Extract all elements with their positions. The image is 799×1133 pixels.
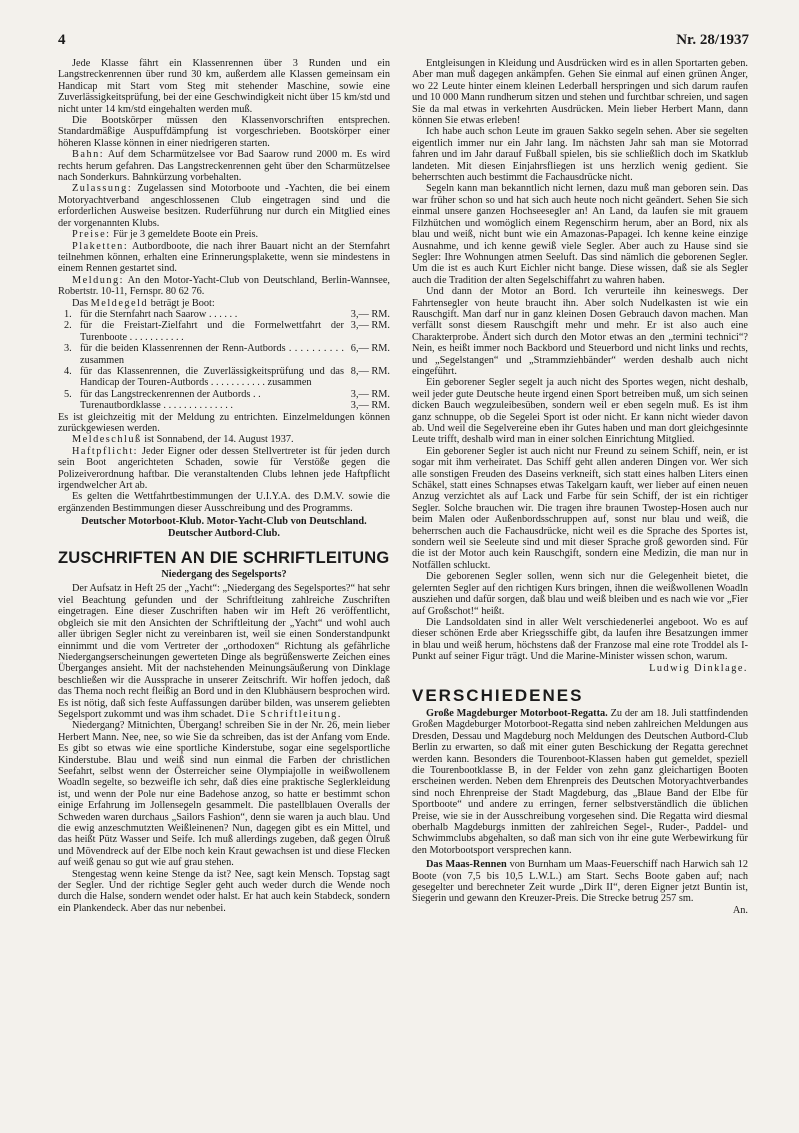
fee-value: 3,— RM. xyxy=(350,320,390,332)
page-number: 4 xyxy=(58,32,66,48)
text: beträgt je Boot: xyxy=(148,297,215,309)
label: Haftpflicht: xyxy=(72,445,139,457)
fee-value: 3,— RM. xyxy=(350,308,390,320)
fee-row xyxy=(58,309,390,320)
fee-number: 4. xyxy=(64,365,72,377)
paragraph: Niedergang? Mitnichten, Übergang! schreiben Sie in der Nr. 26, mein lieber Herbert Mann. Nee, nee, so wie Sie da schreiben, das ist der Anfang vom Ende. Es gibt so etwas wie eine sportliche Kinderstube, sogar eine segelsportliche Kinderstube. Blau und weiß sind nun einmal die Farben der christlichen Seefahrt, selbst wenn der Österreicher seine Olympiajolle in weißwollenem Woadln segelte, so bezweifle ich sehr, daß dies eine praktische Seglerkleidung ist, und wenn der Pole nur eine Badehose anzog, so hatte er bestimmt schon einige Erfahrung im Jollensegeln gesammelt. Die pastellblauen Overalls der Schweden waren durchaus „Sailors Fashion“, denn sie waren ja auch blau. Und die ewig anzeschmutzten Weißleinenen? Nun, dagegen gibt es ein Mittel, und das heißt Pütz Wasser und Seife. Ich muß allerdings zugeben, daß gegen Ölruß und Mövendreck auf der Elbe noch kein Kraut gewachsen ist und diese Flecken auf weiß genau so gut wie auf grau stehen. xyxy=(58,720,390,869)
text: Für je 3 gemeldete Boote ein Preis. xyxy=(110,229,259,241)
fee-number: 3. xyxy=(64,343,72,355)
fee-text: für die Sternfahrt nach Saarow . . . . . . xyxy=(80,308,238,320)
text: Autbordboote, die nach ihrer Bauart nicht an der Sternfahrt teilnehmen können, erhalten eine Erinnerungsplakette, wenn sie mindestens in einem Rennen gestartet sind. xyxy=(58,240,390,275)
text: Das xyxy=(72,297,91,309)
fee-table xyxy=(58,309,390,412)
paragraph-bahn xyxy=(58,149,390,183)
paragraph-meldung xyxy=(58,275,390,298)
author-signature: Ludwig Dinklage. xyxy=(649,662,748,674)
label: Preise: xyxy=(72,229,111,241)
paragraph-preise xyxy=(58,229,390,240)
label: Zulassung: xyxy=(72,183,133,195)
paragraph: Die geborenen Segler sollen, wenn sich nur die Gelegenheit bietet, die gelernten Segler auf den richtigen Kurs bringen, ihnen die weißwollenen Woadln ausziehen und dafür sorgen, daß blau und weiß bleiben und es nach wie vor „Fier auf Großschot!“ heißt. xyxy=(412,571,748,617)
text: Der Aufsatz in Heft 25 der „Yacht“: „Niedergang des Segelsportes?“ hat sehr viel Beachtung gefunden und der Schriftleitung zahlreiche Zuschriften eingetragen. Eine dieser Zuschriften haben wir im Heft 26 veröffentlicht, obgleich sie mit den Ansichten der Schriftleitung der „Yacht“ und wohl auch aller übrigen Segler nicht zu vereinbaren ist, weil sie einen Sonderstandpunkt einnimmt und die vom Vertreter der „orthodoxen“ Richtung als gefährliche Niedergangserscheinungen gewerteten Dinge als begrüßenswerte Zeichen eines Überganges ansieht. Mit der nachstehenden Meinungsäußerung von Dinklage beschließen wir die Aussprache in unserer Zeitschrift. Wir hoffen jedoch, daß das Thema noch recht fleißig an Bord und in den Klubhäusern besprochen wird. Es ist nötig, daß sich feste Auffassungen darüber bilden, was unserem geliebten Segelsport zukommt und was ihm schadet. xyxy=(58,583,390,720)
text: Zugelassen sind Motorboote und -Yachten, die bei einem Motoryachtverband angeschlossenen Club eingetragen sind und die erforderlichen Ausweise besitzen. Ruderführung nur durch ein Mitglied eines der vorgenannten Klubs. xyxy=(58,183,390,229)
fee-number: 5. xyxy=(64,388,72,400)
label: Meldung: xyxy=(72,274,125,286)
paragraph: Die Bootskörper müssen den Klassenvorschriften entsprechen. Standardmäßige Auspuffdämpfung ist vorgeschrieben. Bootskörper einer höheren Klasse können in einer niedrigeren starten. xyxy=(58,115,390,149)
section-heading: VERSCHIEDENES xyxy=(412,685,584,705)
paragraph: Und dann der Motor an Bord. Ich verurteile ihn keineswegs. Der Fahrtensegler von heute braucht ihn. Aber solch Nudelkasten ist wie ein Rauschgift. Man darf nur in ganz kleinen Dosen Gebrauch davon machen. Man verfällt sonst diesem Rauschgift mehr und mehr. Er ist also auch eine Charakterprobe. Ändert sich durch den Motor etwas an den „termini technici“? Nein, es heißt immer noch Backbord und Steuerbord und nicht links und rechts, und „Segelstangen“ und „Strammziehbänder“ werden deshalb auch nicht eingeführt. xyxy=(412,286,748,377)
fee-value: 3,— RM. xyxy=(350,388,390,400)
paragraph: Es ist gleichzeitig mit der Meldung zu entrichten. Einzelmeldungen können zurückgewiesen werden. xyxy=(58,411,390,434)
paragraph: Ein geborener Segler ist auch nicht nur Freund zu seinem Schiff, nein, er ist sogar mit ihm verheiratet. Das Schiff geht allen anderen Dingen vor. Wer sich alle sonstigen Freuden des Daseins verkneift, sich statt eines halben Liters einen Schäkel, statt eines Schnapses etwas Takelgarn kauft, wer lieber auf einen neuen Anzug verzichtet als auf Lack und Farbe für sein Schiff, der ist ein richtiger Segler. Solche brauchen wir. Die tragen ihre braunen Twostep-Hosen auch nur beim Malen oder Außenbordsschruppen auf, sonst nur blau und weiß, die beherrschen auch die Fachausdrücke, nicht weil es die Sprache des Sportes ist, sondern weil sie Seeleute sind und mit dieser Sprache groß geworden sind. Für die ist der Motor auch kein Rauschgift, sondern eine Medizin, die man nur in Notfällen schluckt. xyxy=(412,445,748,571)
fee-row xyxy=(58,389,390,400)
news-item xyxy=(412,708,748,856)
text: Zu der am 18. Juli stattfindenden Großen Magdeburger Motorboot-Regatta sind neben zahlreichen Meldungen aus Dresden, Dessau und Magdeburg noch Meldungen des Deutschen Autbord-Club Berlin zu erwarten, so daß mit einer guten Beschickung der Regatta gerechnet werden kann. Besonders die Tourenboot-Klassen haben gut gemeldet, speziell die Tourenbootklasse B, in der Felder von zehn ganz gleichartigen Booten erscheinen werden. Neben dem Ehrenpreis des Deutschen Motoryachtverbandes sind noch Ehrenpreise der Stadt Magdeburg, das „Blaue Band der Elbe für Sportboote“ und andere zu erringen, ferner selbstverständlich die üblichen Preise, wie sie in der Ausschreibung vorgesehen sind. Die Regatta wird diesmal oberhalb Magdeburgs inmitten der zahlreichen Segel-, Ruder-, Paddel- und Schwimmclubs abgehalten, so daß man sich von ihr eine gute Werbewirkung für den Motorbootsport versprechen kann. xyxy=(412,707,748,856)
organizers-signature: Deutscher Motorboot-Klub. Motor-Yacht-Club von Deutschland. Deutscher Autbord-Club. xyxy=(81,516,367,539)
paragraph-haftpflicht xyxy=(58,446,390,492)
editor-signature: Die Schriftleitung. xyxy=(236,708,342,720)
left-column xyxy=(58,58,390,914)
fee-row xyxy=(58,343,390,366)
news-item xyxy=(412,859,748,905)
fee-value: 8,— RM. xyxy=(350,365,390,377)
fee-number: 1. xyxy=(64,308,72,320)
issue-number: Nr. 28/1937 xyxy=(676,32,749,48)
fee-row xyxy=(58,400,390,411)
paragraph-zulassung xyxy=(58,183,390,229)
text: ist Sonnabend, der 14. August 1937. xyxy=(141,434,294,446)
author-initials: An. xyxy=(732,904,748,916)
text: Auf dem Scharmützelsee vor Bad Saarow rund 2000 m. Es wird rechts herum gefahren. Das Langstreckenrennen geht über den Scharmützelsee nach Sonderkurs. Bahnkürzung vorbehalten. xyxy=(58,149,390,184)
section-heading: ZUSCHRIFTEN AN DIE SCHRIFTLEITUNG xyxy=(58,549,390,568)
label: Plaketten: xyxy=(72,240,129,252)
paragraph: Ich habe auch schon Leute im grauen Sakko segeln sehen. Aber sie segelten eigentlich immer nur ein Jahr lang. Im nächsten Jahr sah man sie Motorrad fahren und im Jahr darauf Fußball spielen, bis sie schließlich doch im Skatklub landeten. Mit diesen Einjahrsfliegen ist uns herzlich wenig gedient. Sie beherrschten auch bestimmt die Fachausdrücke nicht. xyxy=(412,126,748,184)
article-subtitle: Niedergang des Segelsports? xyxy=(161,569,287,581)
fee-intro xyxy=(58,298,390,309)
fee-text: für das Klassenrennen, die Zuverlässigkeitsprüfung und das Handicap der Touren-Autbords . . . . . . . . . . . zusammen xyxy=(80,365,344,389)
right-column xyxy=(412,58,748,916)
paragraph xyxy=(58,583,390,720)
paragraph: Segeln kann man bekanntlich nicht lernen, dazu muß man geboren sein. Das war früher schon so und hat sich auch heute noch nicht geändert. Sehen Sie sich einmal unsere ganzen Hochseesegler an! An Land, da laufen sie mit grauem Filzhütchen und womöglich einem Regenschirm herum, aber an Bord, nix als blau und weiß, nicht bunt wie ein Amazonas-Papagei. Ich kenne keine einzige Ausnahme, und ich kenne gewiß viele Segler. Aber auch zu Hause sind sie Segler: Ihre Wohnungen atmen Seeluft. Das sind nämlich die geborenen Segler. Um die ist es auch Kurt Eichler nicht bange. Diese wissen, daß sie als Segler auch die Tradition der alten Segelschiffahrt zu wahren haben. xyxy=(412,183,748,286)
news-title: Das Maas-Rennen xyxy=(426,859,507,871)
fee-number xyxy=(58,400,80,411)
text: Jeder Eigner oder dessen Stellvertreter ist für jeden durch sein Boot angerichteten Schaden, sowie für Verstöße gegen die Polizeiverordnung haftbar. Die veranstaltenden Clubs lehnen jede Haftpflicht irgendwelcher Art ab. xyxy=(58,445,390,492)
fee-number: 2. xyxy=(64,320,72,332)
paragraph: Stengestag wenn keine Stenge da ist? Nee, sagt kein Mensch. Topstag sagt der Segler. Und der richtige Segler geht auch weder durch die Wende noch durch die Halse, sondern wendet oder halst. Er hat auch kein Stabdeck, sondern ein Plankendeck. Aber das nur nebenbei. xyxy=(58,868,390,914)
fee-row xyxy=(58,320,390,343)
fee-value: 3,— RM. xyxy=(350,400,390,412)
paragraph: Es gelten die Wettfahrtbestimmungen der U.I.Y.A. des D.M.V. sowie die ergänzenden Bestimmungen dieser Ausschreibung und des Programms. xyxy=(58,491,390,514)
fee-text: Turenautbordklasse . . . . . . . . . . . . . . xyxy=(80,400,233,412)
fee-value: 6,— RM. xyxy=(350,343,390,355)
paragraph-plaketten xyxy=(58,241,390,275)
label: Meldegeld xyxy=(90,297,149,309)
fee-text: für die Freistart-Zielfahrt und die Formelwettfahrt der Turenboote . . . . . . . . . . . xyxy=(80,320,344,343)
label: Bahn: xyxy=(72,149,105,161)
text: An den Motor-Yacht-Club von Deutschland, Berlin-Wannsee, Robertstr. 10-11, Fernspr. 80 62 76. xyxy=(58,274,390,298)
paragraph: Ein geborener Segler segelt ja auch nicht des Sportes wegen, nicht deshalb, weil jeder gute Deutsche heute irgend einen Sport betreiben muß, um sich seinen dicken Bauch wegzuleibesüben, sondern weil er eben segeln muß. Es ist ihm ganz schnuppe, ob die Segelei Sport ist oder nicht. Er kann nicht wieder davon ab. Und weil die Segelvereine eben ihr Gutes haben und man dort gleichgesinnte Leute trifft, deshalb wird man in einer solchen Einrichtung Mitglied. xyxy=(412,377,748,446)
paragraph: Jede Klasse fährt ein Klassenrennen über 3 Runden und ein Langstreckenrennen über rund 30 km, außerdem alle Klassen gemeinsam ein Handicap mit Start vom Steg mit stehender Maschine, sowie eine Zuverlässigkeitsprüfung, bei der eine Geschwindigkeit nicht über 15 km/std und nicht unter 14 km/std eingehalten werden muß. xyxy=(58,58,390,115)
paragraph: Entgleisungen in Kleidung und Ausdrücken wird es in allen Sportarten geben. Aber man muß dagegen ankämpfen. Gehen Sie einmal auf einen grünen Anger, wo 22 Leute hinter einem kleinen Lederball herspringen und sich darum raufen und 10 000 Mann rundherum sitzen und stehen und furchtbar schreien, und sagen Sie da mal etwas in verkehrten Ausdrücken. Mein lieber Herbert Mann, dann können Sie etwas erleben! xyxy=(412,58,748,127)
text: von Burnham um Maas-Feuerschiff nach Harwich sah 12 Boote (von 7,5 bis 10,5 L.W.L.) am Start. Sechs Boote gaben auf; nach gesegelter und berechneter Zeit wurde „Dirk II“, deren Eigner jetzt Buntin ist, Siegerin und gewann den Kreuzer-Preis. Die Strecke betrug 257 sm. xyxy=(412,859,748,905)
fee-text: für die beiden Klassenrennen der Renn-Autbords . . . . . . . . . . zusammen xyxy=(80,343,344,366)
fee-row xyxy=(58,366,390,389)
news-title: Große Magdeburger Motorboot-Regatta. xyxy=(426,707,608,719)
label: Meldeschluß xyxy=(72,434,142,446)
paragraph: Die Landsoldaten sind in aller Welt verschiedenerlei angeboot. Wo es auf dieser schönen Erde aber Kriegsschiffe gibt, da laufen ihre Besatzungen immer in blau und weiß herum, höchstens daß der Franzose mal eine rote Troddel als I-Punkt auf seiner Figur trägt. Und die Marine-Minister wissen schon, warum. xyxy=(412,616,748,663)
fee-text: für das Langstreckenrennen der Autbords . . xyxy=(80,388,261,400)
paragraph-meldeschluss xyxy=(58,434,390,445)
